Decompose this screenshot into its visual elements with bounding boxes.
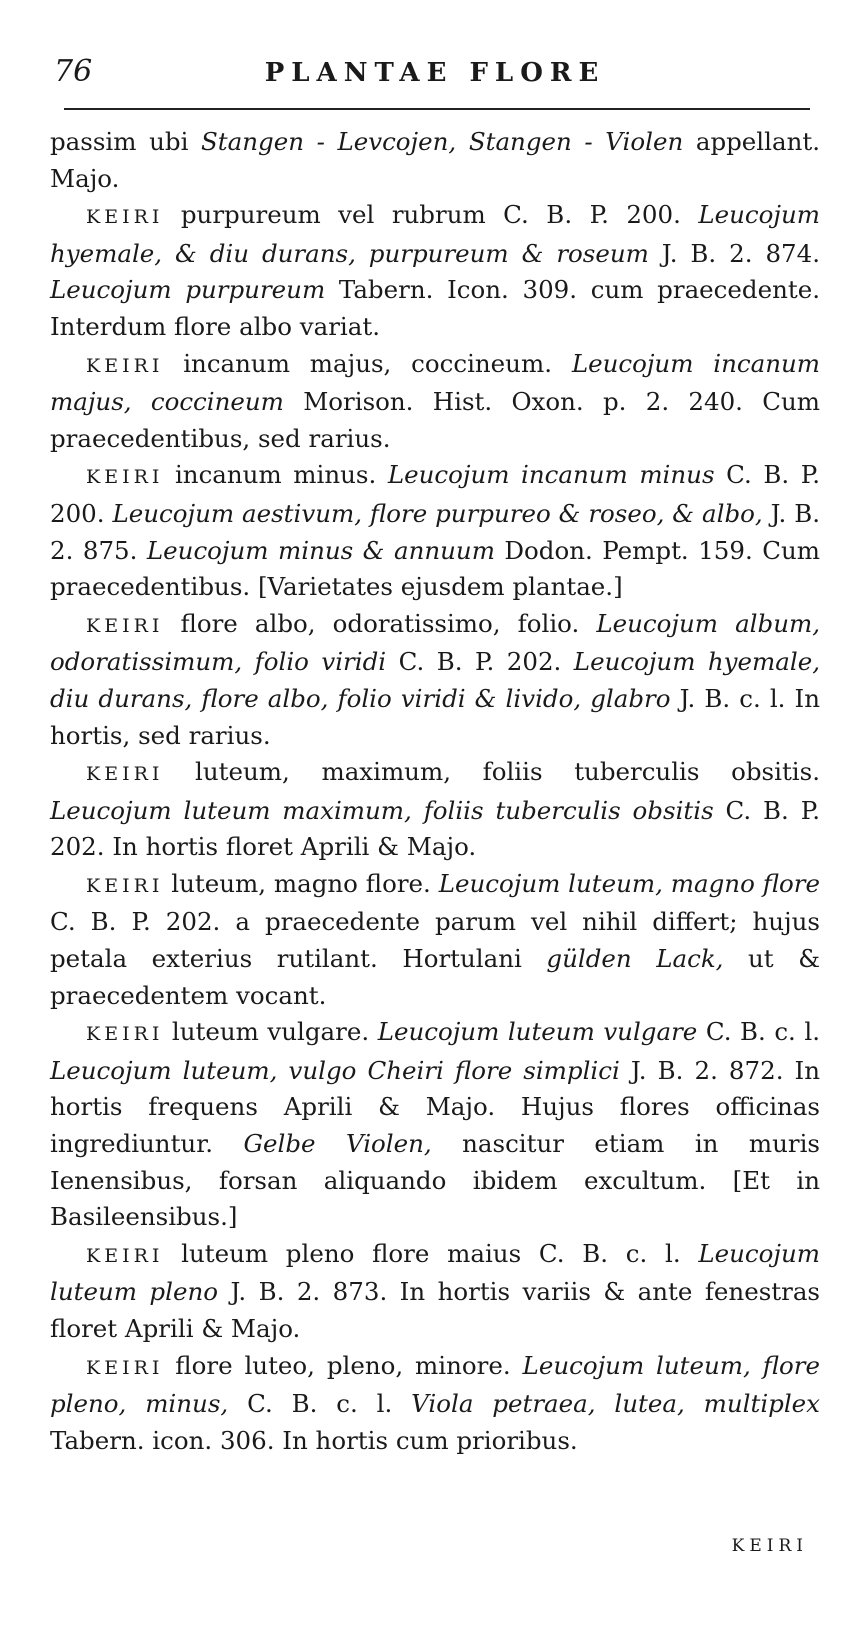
page-body [50,124,820,1459]
species-entry [50,606,820,754]
entry-text: luteum, maximum, foliis tuberculis obsitis. [163,757,820,787]
synonym-citation: Leucojum hyemale, & diu durans, purpureum & roseum [50,200,820,268]
entry-text: J. B. 2. 872. In hortis frequens Aprili & Majo. Hujus flores officinas ingrediuntur. [50,1055,820,1159]
entry-text: J. B. 2. 875. [50,498,820,565]
entry-text: J. B. 2. 874. [648,238,821,268]
genus-name: KEIRI [86,763,164,786]
synonym-citation: Leucojum luteum, magno flore [438,868,820,898]
entry-text: ut & praecedentem vocant. [50,944,820,1010]
entry-text: Morison. Hist. Oxon. p. 2. 240. Cum praecedentibus, sed rarius. [50,387,820,453]
entry-text: nascitur etiam in muris Ienensibus, forsan aliquando ibidem excultum. [Et in Basileensibus.] [50,1129,820,1232]
catchword: KEIRI [731,1536,808,1556]
entry-text: purpureum vel rubrum C. B. P. 200. [163,200,699,230]
genus-name: KEIRI [86,1244,164,1267]
synonym-citation: Leucojum incanum majus, coccineum [50,348,820,417]
synonym-citation: Leucojum album, odoratissimum, folio viridi [50,608,821,677]
entry-text: Dodon. Pempt. 159. Cum praecedentibus. [Varietates ejusdem plantae.] [50,535,820,602]
synonym-citation: Gelbe Violen, [243,1129,432,1159]
entry-text: flore luteo, pleno, minore. [163,1350,523,1380]
book-page [50,50,820,1630]
entry-text: passim ubi [50,127,202,156]
synonym-citation: Stangen - Levcojen, Stangen - Violen [201,127,684,156]
species-entry [50,866,820,1014]
page-number: 76 [54,54,93,89]
entry-text: C. B. P. 202. a praecedente parum vel nihil differt; hujus petala exterius rutilant. Hortulani [50,907,820,974]
genus-name: KEIRI [86,874,164,897]
synonym-citation: Leucojum luteum, vulgo Cheiri flore simplici [50,1055,620,1085]
species-entry [50,346,820,458]
synonym-citation: Leucojum luteum maximum, foliis tuberculis obsitis [50,795,714,825]
synonym-citation: Leucojum hyemale, diu durans, flore albo, folio viridi & livido, glabro [50,647,820,713]
synonym-citation: Leucojum purpureum [50,275,326,305]
continued-paragraph [50,124,820,197]
entry-text: appellant. Majo. [50,127,820,193]
page-header [50,50,820,108]
header-rule [64,108,810,110]
genus-name: KEIRI [86,614,164,637]
genus-name: KEIRI [86,1023,164,1046]
genus-name: KEIRI [86,206,164,229]
genus-name: KEIRI [86,354,164,377]
entry-text: C. B. P. 202. [386,647,574,677]
entry-text: luteum vulgare. [163,1017,378,1047]
species-entry [50,1236,820,1348]
entry-text: C. B. P. 202. In hortis floret Aprili & Majo. [50,795,821,862]
entry-text: Tabern. icon. 306. In hortis cum prioribus. [50,1425,578,1455]
species-entry [50,457,820,605]
species-entry [50,197,820,345]
synonym-citation: Viola petraea, lutea, multiplex [411,1389,820,1419]
entry-text: C. B. c. l. [228,1389,412,1419]
species-entry [50,1348,820,1460]
entry-text: J. B. 2. 873. In hortis variis & ante fenestras floret Aprili & Majo. [50,1277,820,1343]
synonym-citation: Leucojum luteum, flore pleno, minus, [50,1350,821,1419]
synonym-citation: Leucojum minus & annuum [146,535,495,565]
synonym-citation: Leucojum aestivum, flore purpureo & roseo, & albo, [112,498,763,528]
entry-text: C. B. P. 200. [50,460,820,528]
genus-name: KEIRI [86,466,164,489]
entry-text: luteum, magno flore. [163,868,439,898]
entry-text: luteum pleno flore maius C. B. c. l. [163,1238,699,1268]
species-entry [50,754,820,866]
synonym-citation: Leucojum incanum minus [387,460,715,490]
species-entry [50,1014,820,1236]
entry-text: C. B. c. l. [697,1017,820,1047]
synonym-citation: Leucojum luteum vulgare [377,1017,698,1047]
entry-text: incanum minus. [163,460,388,490]
synonym-citation: gülden Lack, [546,944,724,974]
entry-text: Tabern. Icon. 309. cum praecedente. Interdum flore albo variat. [50,275,820,341]
entry-text: incanum majus, coccineum. [163,348,572,378]
genus-name: KEIRI [86,1356,164,1379]
synonym-citation: Leucojum luteum pleno [50,1238,820,1307]
entry-text: J. B. c. l. In hortis, sed rarius. [50,683,821,750]
entry-text: flore albo, odoratissimo, folio. [163,608,597,638]
running-title: PLANTAE FLORE [264,58,606,88]
